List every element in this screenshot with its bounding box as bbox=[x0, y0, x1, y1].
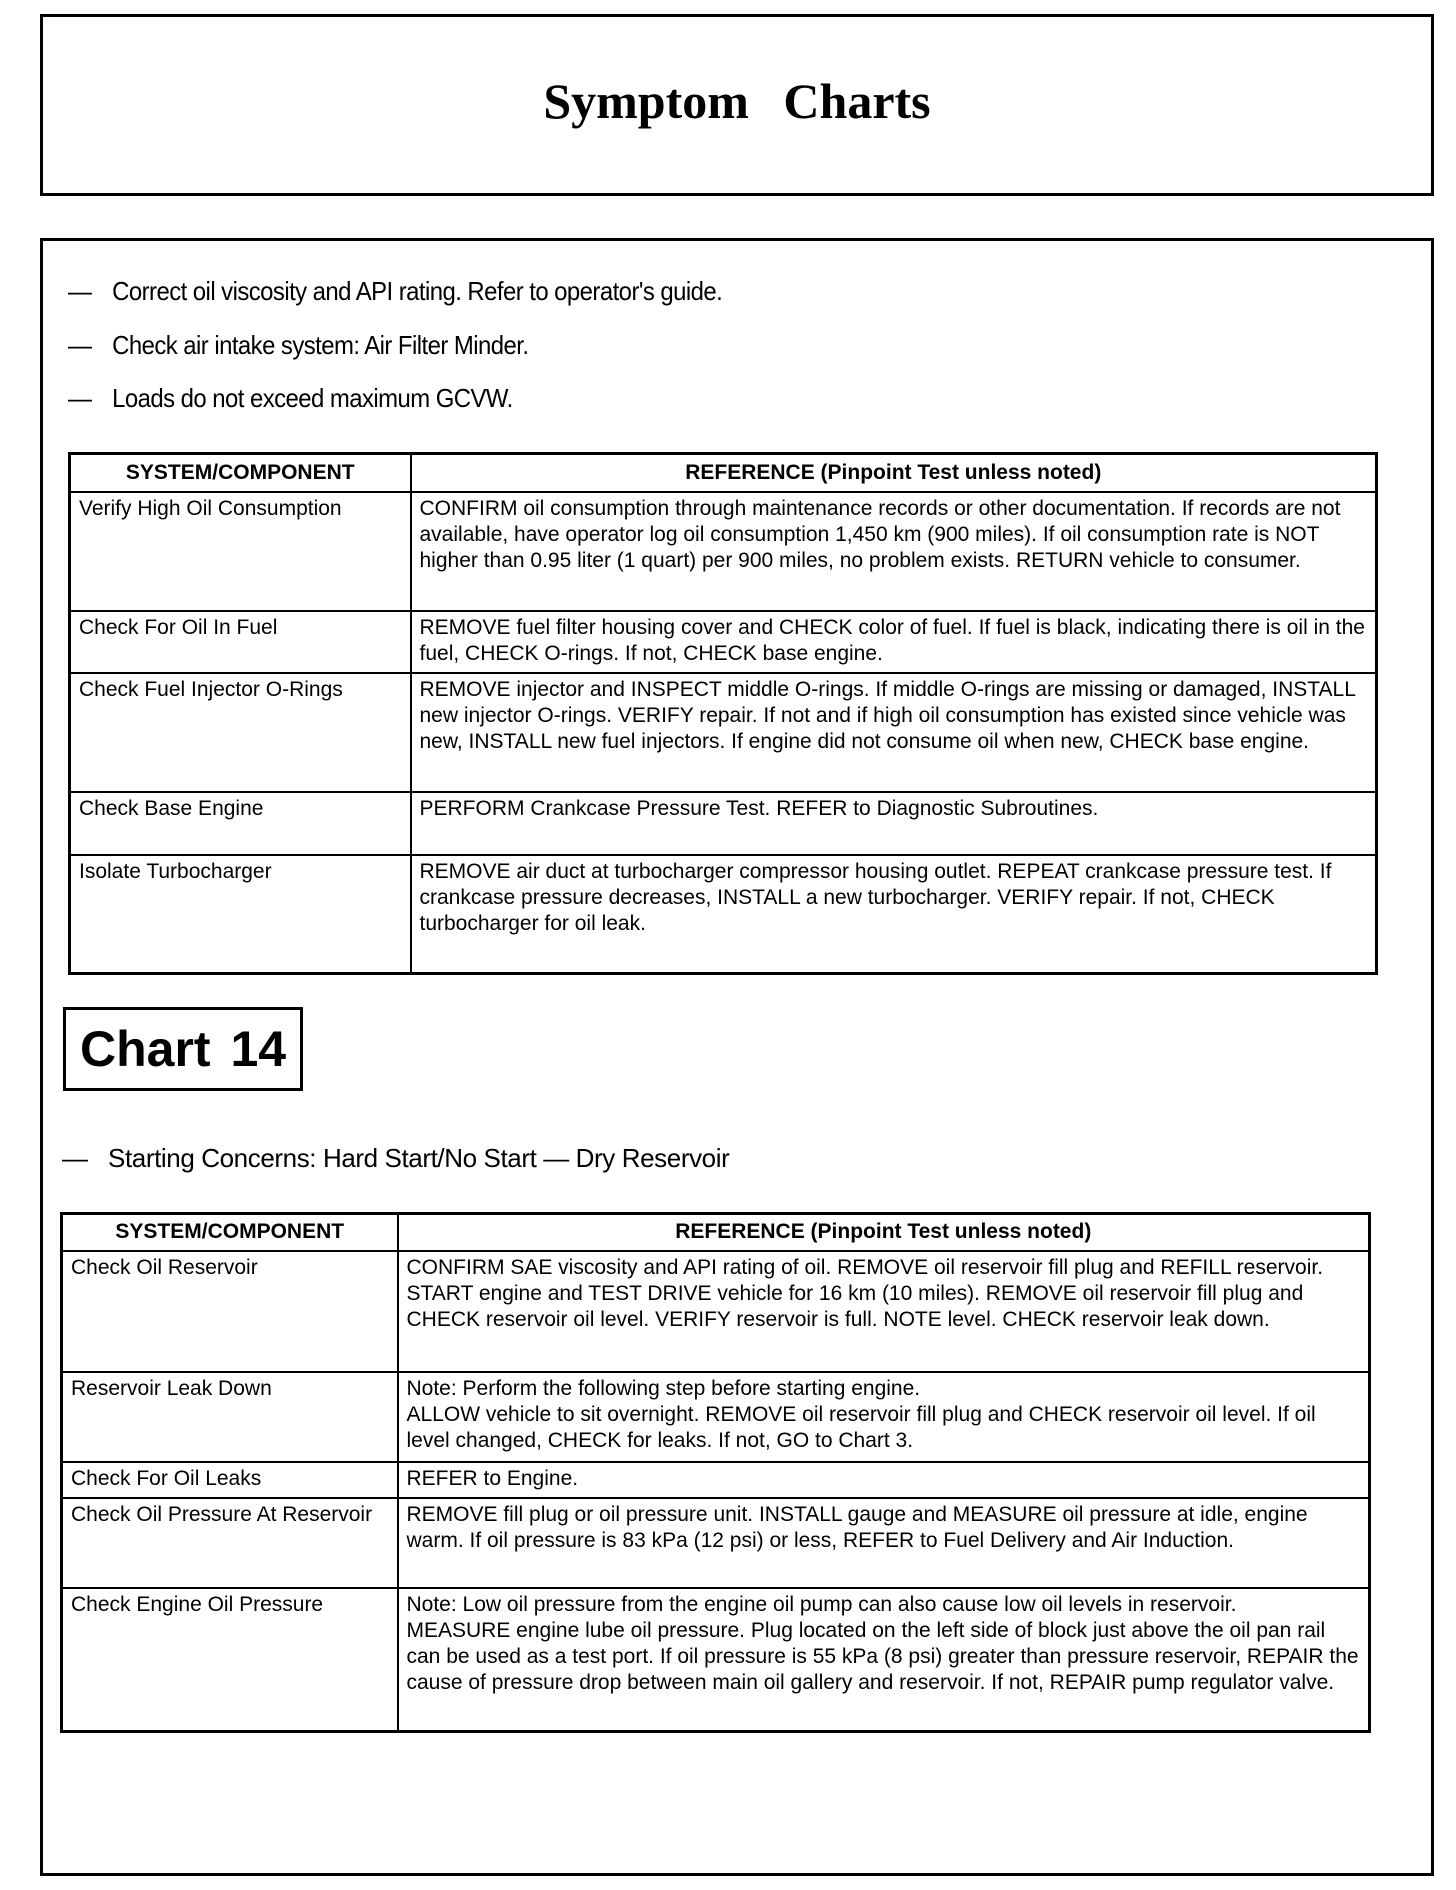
table-row bbox=[70, 792, 1377, 855]
chart13-table bbox=[68, 452, 1378, 975]
table-row bbox=[62, 1498, 1370, 1588]
page-title: Symptom Charts bbox=[543, 73, 931, 129]
chart-subtitle: — Starting Concerns: Hard Start/No Start — Dry Reservoir bbox=[62, 1143, 730, 1173]
reference-cell: PERFORM Crankcase Pressure Test. REFER to Diagnostic Subroutines. bbox=[411, 792, 1377, 855]
reference-cell: REMOVE air duct at turbocharger compressor housing outlet. REPEAT crankcase pressure test. If crankcase pressure decreases, INSTALL a new turbocharger. VERIFY repair. If not, CHECK turbocharger for oil leak. bbox=[411, 855, 1377, 974]
column-header: SYSTEM/COMPONENT bbox=[70, 454, 411, 492]
reference-cell: REMOVE fill plug or oil pressure unit. INSTALL gauge and MEASURE oil pressure at idle, engine warm. If oil pressure is 83 kPa (12 psi) or less, REFER to Fuel Delivery and Air Induction. bbox=[398, 1498, 1370, 1588]
reference-text: MEASURE engine lube oil pressure. Plug located on the left side of block just above the oil pan rail can be used as a test port. If oil pressure is 55 kPa (8 psi) greater than pressure reservoir, REPAIR the cause of pressure drop between main oil gallery and reservoir. If not, REPAIR pump regulator valve. bbox=[406, 1618, 1359, 1694]
component-cell: Isolate Turbocharger bbox=[70, 855, 411, 974]
chart14-table bbox=[60, 1212, 1371, 1733]
table-row bbox=[70, 855, 1377, 974]
component-cell: Verify High Oil Consumption bbox=[70, 492, 411, 611]
component-cell: Reservoir Leak Down bbox=[62, 1372, 398, 1462]
reference-cell bbox=[398, 1588, 1370, 1732]
column-header: REFERENCE (Pinpoint Test unless noted) bbox=[411, 454, 1377, 492]
component-cell: Check Fuel Injector O-Rings bbox=[70, 673, 411, 792]
reference-cell: REMOVE fuel filter housing cover and CHECK color of fuel. If fuel is black, indicating there is oil in the fuel, CHECK O-rings. If not, CHECK base engine. bbox=[411, 611, 1377, 673]
component-cell: Check Oil Reservoir bbox=[62, 1251, 398, 1372]
reference-cell: CONFIRM oil consumption through maintenance records or other documentation. If records are not available, have operator log oil consumption 1,450 km (900 miles). If oil consumption rate is NOT higher than 0.95 liter (1 quart) per 900 miles, no problem exists. RETURN vehicle to consumer. bbox=[411, 492, 1377, 611]
reference-cell: CONFIRM SAE viscosity and API rating of oil. REMOVE oil reservoir fill plug and REFILL reservoir. START engine and TEST DRIVE vehicle for 16 km (10 miles). REMOVE oil reservoir fill plug and CHECK reservoir oil level. VERIFY reservoir is full. NOTE level. CHECK reservoir leak down. bbox=[398, 1251, 1370, 1372]
subtitle-text: Starting Concerns: Hard Start/No Start — Dry Reservoir bbox=[108, 1143, 730, 1173]
chart-number-box bbox=[63, 1007, 303, 1091]
table-header-row bbox=[70, 454, 1377, 492]
table-row bbox=[70, 492, 1377, 611]
table-row bbox=[62, 1251, 1370, 1372]
reference-cell: REFER to Engine. bbox=[398, 1462, 1370, 1498]
table-row bbox=[62, 1588, 1370, 1732]
column-header: REFERENCE (Pinpoint Test unless noted) bbox=[398, 1214, 1370, 1251]
component-cell: Check Oil Pressure At Reservoir bbox=[62, 1498, 398, 1588]
title-box bbox=[40, 14, 1434, 196]
bullet-item: — Check air intake system: Air Filter Minder. bbox=[68, 330, 529, 360]
reference-note: Note: Perform the following step before starting engine. bbox=[406, 1376, 921, 1400]
component-cell: Check For Oil In Fuel bbox=[70, 611, 411, 673]
bullet-item: — Correct oil viscosity and API rating. Refer to operator's guide. bbox=[68, 276, 723, 306]
bullet-item: — Loads do not exceed maximum GCVW. bbox=[68, 383, 513, 413]
component-cell: Check Engine Oil Pressure bbox=[62, 1588, 398, 1732]
table-row bbox=[62, 1372, 1370, 1462]
column-header: SYSTEM/COMPONENT bbox=[62, 1214, 398, 1251]
component-cell: Check For Oil Leaks bbox=[62, 1462, 398, 1498]
table-row bbox=[62, 1462, 1370, 1498]
reference-note: Note: Low oil pressure from the engine oil pump can also cause low oil levels in reservoir. bbox=[406, 1592, 1237, 1616]
table-header-row bbox=[62, 1214, 1370, 1251]
bullet-text: Check air intake system: Air Filter Minder. bbox=[112, 330, 529, 360]
table-row bbox=[70, 673, 1377, 792]
table-row bbox=[70, 611, 1377, 673]
reference-cell bbox=[398, 1372, 1370, 1462]
bullet-text: Loads do not exceed maximum GCVW. bbox=[112, 383, 513, 413]
reference-cell: REMOVE injector and INSPECT middle O-rings. If middle O-rings are missing or damaged, INSTALL new injector O-rings. VERIFY repair. If not and if high oil consumption has existed since vehicle was new, INSTALL new fuel injectors. If engine did not consume oil when new, CHECK base engine. bbox=[411, 673, 1377, 792]
chart-number: Chart 14 bbox=[80, 1021, 287, 1077]
reference-text: ALLOW vehicle to sit overnight. REMOVE oil reservoir fill plug and CHECK reservoir oil level. If oil level changed, CHECK for leaks. If not, GO to Chart 3. bbox=[406, 1402, 1316, 1452]
bullet-text: Correct oil viscosity and API rating. Refer to operator's guide. bbox=[112, 276, 723, 306]
component-cell: Check Base Engine bbox=[70, 792, 411, 855]
